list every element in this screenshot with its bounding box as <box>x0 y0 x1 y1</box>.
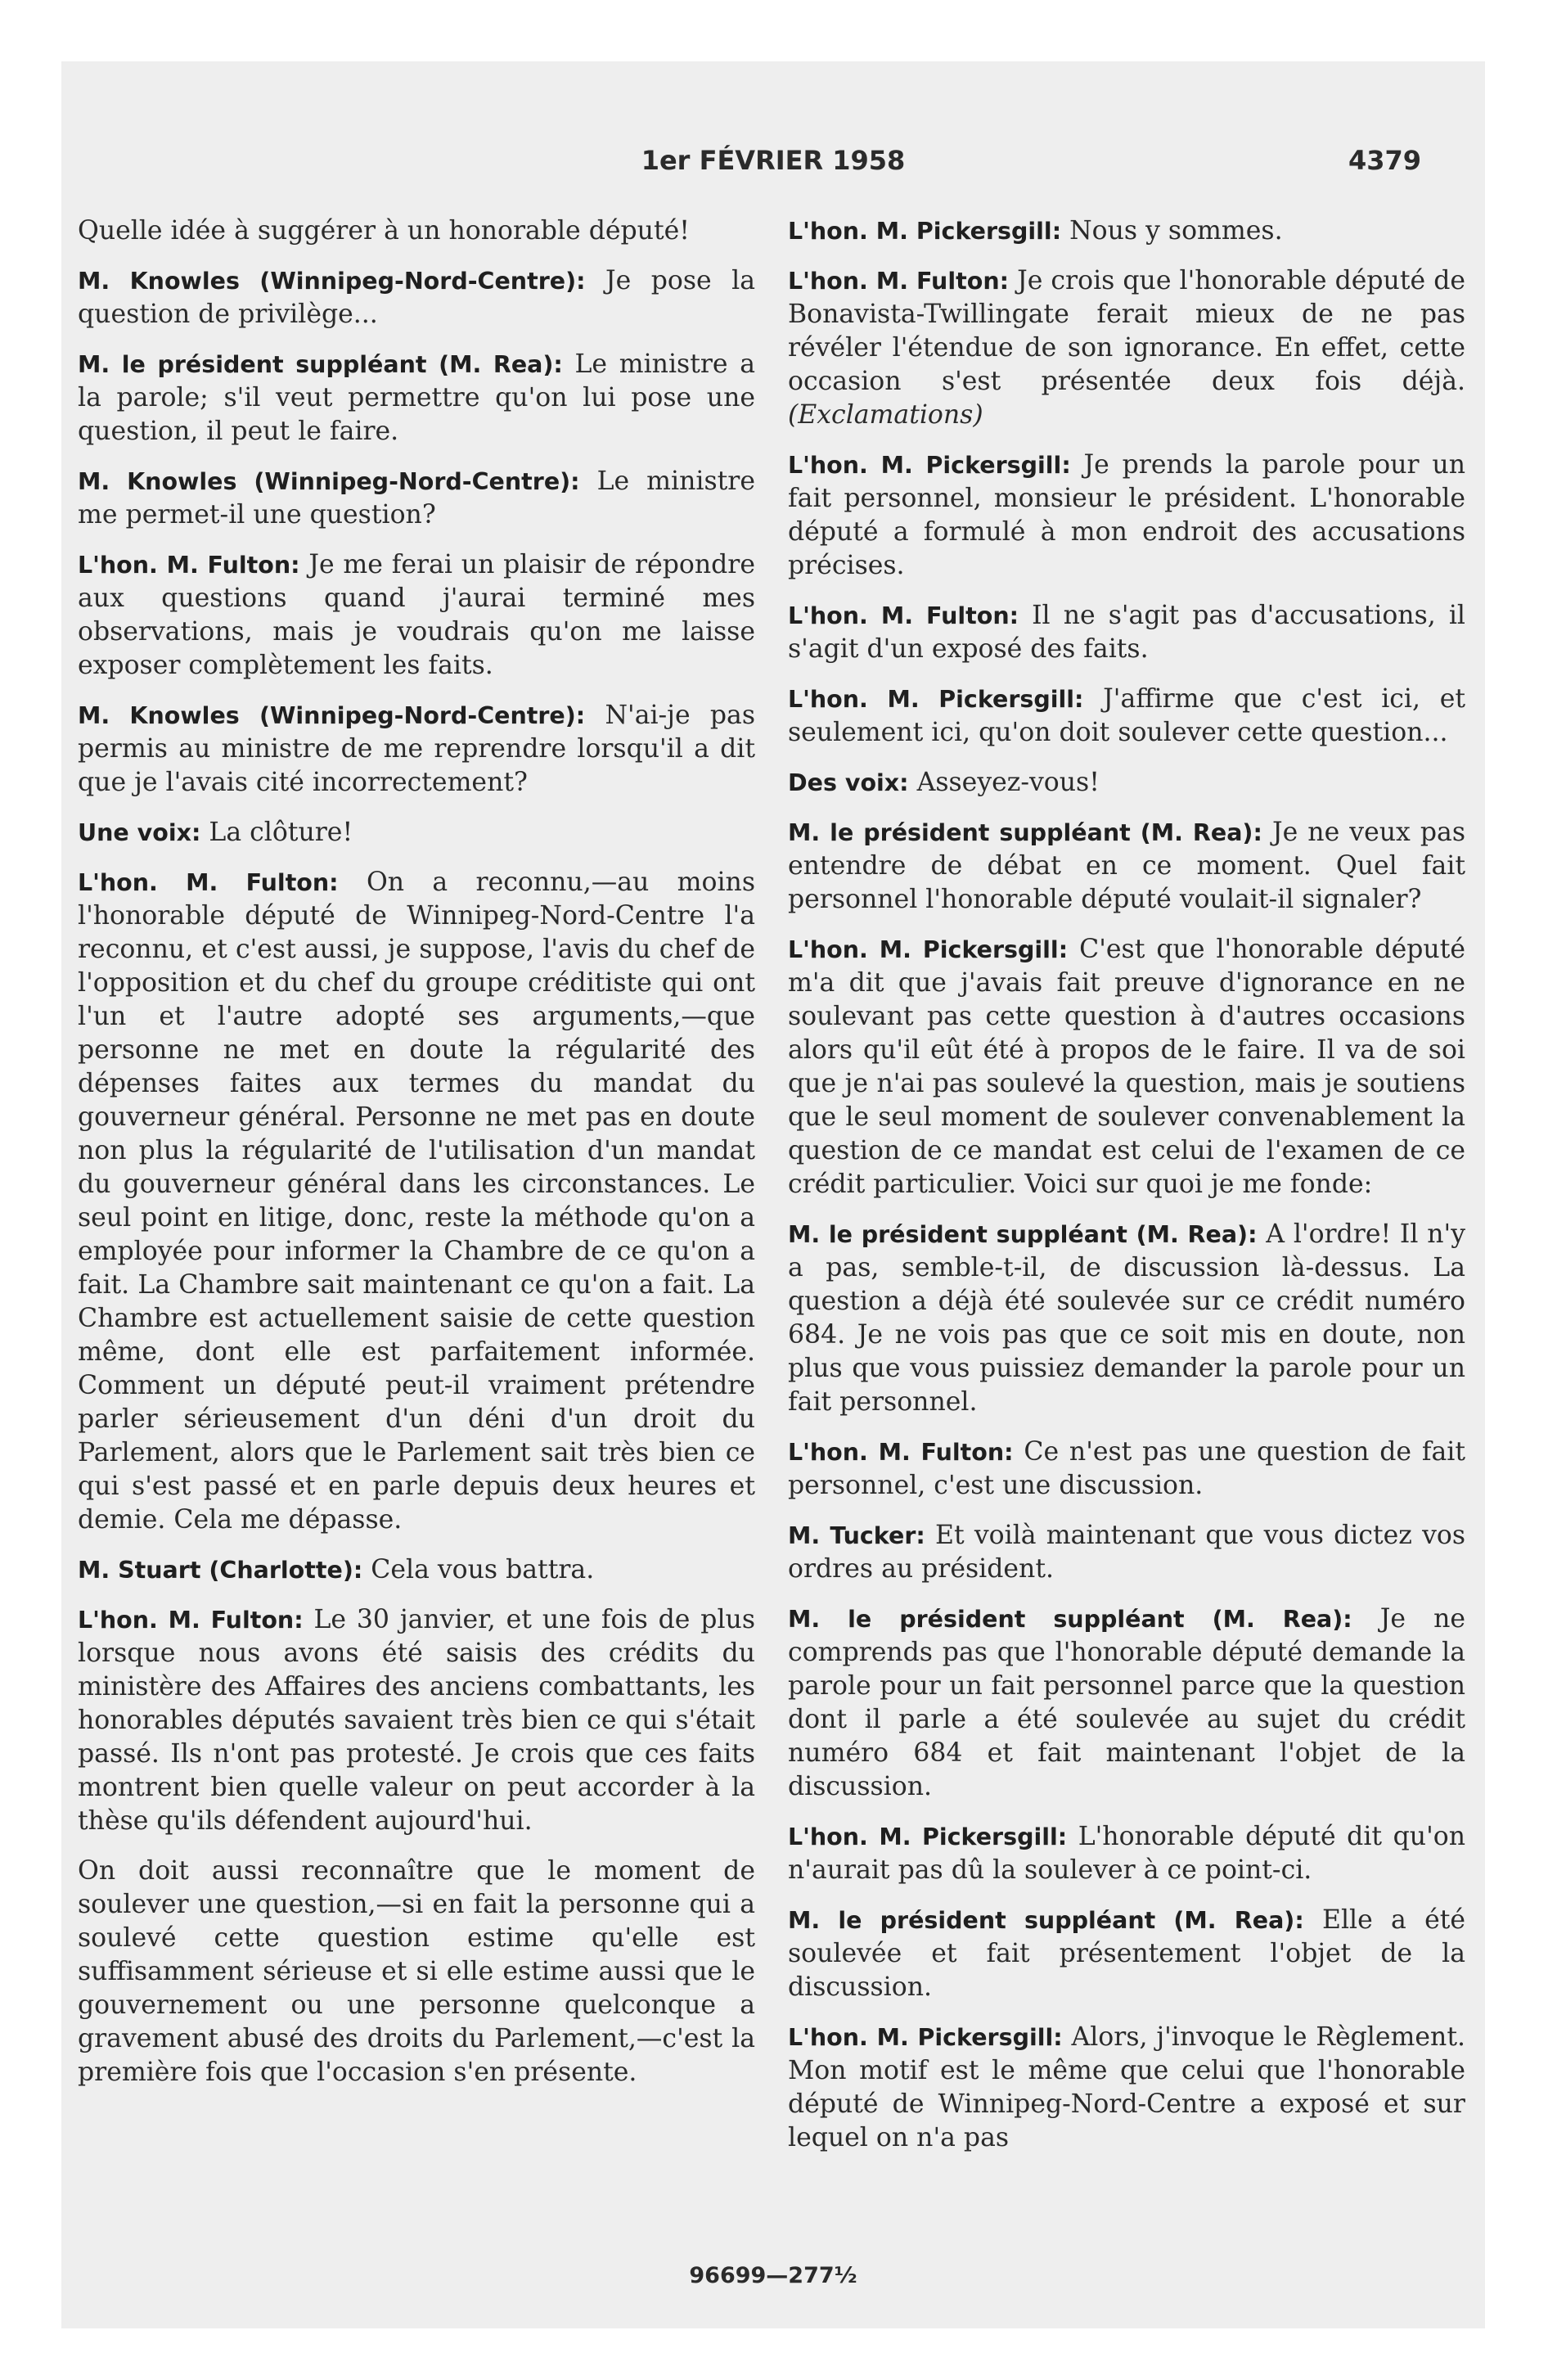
speaker-name: L'hon. M. Pickersgill: <box>788 218 1062 245</box>
paragraph <box>78 1603 755 1838</box>
speech-text: N'ai-je pas permis au ministre de me reprendre lorsqu'il a dit que je l'avais cité incorrectement? <box>78 701 755 797</box>
paragraph <box>78 465 755 532</box>
speaker-name: L'hon. M. Fulton: <box>78 1607 304 1634</box>
speech-text: J'affirme que c'est ici, et seulement ici, qu'on doit soulever cette question... <box>788 684 1465 747</box>
speech-text: A l'ordre! Il n'y a pas, semble-t-il, de discussion là-dessus. La question a déjà été soulevée sur ce crédit numéro 684. Je ne vois pas que ce soit mis en doute, non plus que vous puissiez demander la parole pour un fait personnel. <box>788 1219 1466 1417</box>
speaker-name: L'hon. M. Pickersgill: <box>788 686 1084 713</box>
paragraph <box>788 1218 1465 1419</box>
speech-text: Le 30 janvier, et une fois de plus lorsque nous avons été saisis des crédits du ministère des Affaires des anciens combattants, les honorables députés savaient très bien ce qui s'était passé. Ils n'ont pas protesté. Je crois que ces faits montrent bien quelle valeur on peut accorder à la thèse qu'ils défendent aujourd'hui. <box>78 1605 755 1836</box>
speaker-name: L'hon. M. Pickersgill: <box>788 1823 1068 1850</box>
paragraph <box>78 1553 755 1587</box>
paragraph <box>788 264 1465 432</box>
speech-text: Je ne comprends pas que l'honorable député demande la parole pour un fait personnel parce que la question dont il parle a été soulevée au sujet du crédit numéro 684 et fait maintenant l'objet de la discussion. <box>788 1604 1466 1801</box>
speech-text: Ce n'est pas une question de fait personnel, c'est une discussion. <box>788 1437 1465 1500</box>
speaker-name: L'hon. M. Fulton: <box>78 552 300 579</box>
speaker-name: M. Knowles (Winnipeg-Nord-Centre): <box>78 468 580 495</box>
paragraph <box>788 1519 1465 1586</box>
speaker-name: M. le président suppléant (M. Rea): <box>788 819 1262 846</box>
speaker-name: M. le président suppléant (M. Rea): <box>788 1907 1304 1934</box>
speaker-name: M. Knowles (Winnipeg-Nord-Centre): <box>78 702 586 729</box>
speech-text: Elle a été soulevée et fait présentement l'objet de la discussion. <box>788 1905 1466 2002</box>
printer-signature: 96699—277½ <box>689 2263 857 2288</box>
header-date: 1er FÉVRIER 1958 <box>641 145 906 176</box>
paragraph <box>78 214 755 248</box>
speaker-name: M. Knowles (Winnipeg-Nord-Centre): <box>78 268 586 295</box>
speech-text: Asseyez-vous! <box>908 768 1100 797</box>
speech-text: Nous y sommes. <box>1061 216 1283 246</box>
speech-text: Il ne s'agit pas d'accusations, il s'agit d'un exposé des faits. <box>788 601 1465 664</box>
paragraph <box>78 348 755 449</box>
paragraph <box>788 1820 1465 1887</box>
speech-text: La clôture! <box>200 818 353 847</box>
speech-text: Alors, j'invoque le Règlement. Mon motif est le même que celui que l'honorable député de Winnipeg-Nord-Centre a exposé et sur lequel on n'a pas <box>788 2022 1465 2152</box>
speech-text: Je prends la parole pour un fait personnel, monsieur le président. L'honorable député a formulé à mon endroit des accusations précises. <box>788 450 1465 580</box>
paragraph <box>78 816 755 850</box>
speaker-name: M. le président suppléant (M. Rea): <box>788 1221 1258 1248</box>
speaker-name: L'hon. M. Pickersgill: <box>788 936 1069 963</box>
paragraph <box>78 866 755 1537</box>
speech-text: Quelle idée à suggérer à un honorable député! <box>78 216 690 246</box>
paragraph <box>788 2021 1465 2155</box>
speech-text: L'honorable député dit qu'on n'aurait pas dû la soulever à ce point-ci. <box>788 1822 1465 1885</box>
left-column <box>78 214 755 2106</box>
right-column <box>788 214 1465 2171</box>
speaker-name: Des voix: <box>788 769 909 796</box>
page-number: 4379 <box>1348 145 1421 176</box>
speaker-name: M. le président suppléant (M. Rea): <box>78 351 563 378</box>
speaker-name: L'hon. M. Fulton: <box>788 1439 1014 1466</box>
paragraph <box>78 1855 755 2089</box>
paragraph <box>788 816 1465 917</box>
stage-direction: (Exclamations) <box>788 400 983 430</box>
speaker-name: L'hon. M. Fulton: <box>788 268 1010 295</box>
paragraph <box>788 766 1465 800</box>
speaker-name: M. Tucker: <box>788 1522 925 1549</box>
speaker-name: M. Stuart (Charlotte): <box>78 1557 363 1584</box>
speaker-name: L'hon. M. Pickersgill: <box>788 452 1071 479</box>
speaker-name: L'hon. M. Fulton: <box>78 869 339 896</box>
paragraph <box>788 599 1465 666</box>
speech-text: Cela vous battra. <box>362 1555 595 1584</box>
speaker-name: L'hon. M. Fulton: <box>788 602 1019 629</box>
speech-text: On a reconnu,—au moins l'honorable député de Winnipeg-Nord-Centre l'a reconnu, et c'est aussi, je suppose, l'avis du chef de l'opposition et du chef du groupe créditiste qui ont l'un et l'autre adopté ses arguments,—que personne ne met en doute la régularité des dépenses faites aux termes du mandat du gouverneur général. Personne ne met pas en doute non plus la régularité de l'utilisation d'un mandat du gouverneur général dans les circonstances. Le seul point en litige, donc, reste la méthode qu'on a employée pour informer la Chambre de ce qu'on a fait. La Chambre sait maintenant ce qu'on a fait. La Chambre est actuellement saisie de cette question même, dont elle est parfaitement informée. Comment un député peut-il vraiment prétendre parler sérieusement d'un déni d'un droit du Parlement, alors que le Parlement sait très bien ce qui s'est passé et en parle depuis deux heures et demie. Cela me dépasse. <box>78 868 756 1535</box>
paragraph <box>788 933 1465 1201</box>
speech-text: Je ne veux pas entendre de débat en ce moment. Quel fait personnel l'honorable député voulait-il signaler? <box>788 818 1465 914</box>
speech-text: Et voilà maintenant que vous dictez vos ordres au président. <box>788 1521 1465 1584</box>
paragraph <box>78 264 755 331</box>
speech-text: Je pose la question de privilège... <box>78 266 755 329</box>
speech-text: Je crois que l'honorable député de Bonavista-Twillingate ferait mieux de ne pas révéler l'étendue de son ignorance. En effet, cette occasion s'est présentée deux fois déjà. <box>788 266 1465 396</box>
paragraph <box>788 1602 1465 1804</box>
paragraph <box>788 214 1465 248</box>
speech-text: On doit aussi reconnaître que le moment de soulever une question,—si en fait la personne qui a soulevé cette question estime qu'elle est suffisamment sérieuse et si elle estime aussi que le gouvernement ou une personne quelconque a gravement abusé des droits du Parlement,—c'est la première fois que l'occasion s'en présente. <box>78 1856 755 2087</box>
paragraph <box>788 1436 1465 1503</box>
speaker-name: Une voix: <box>78 819 201 846</box>
paragraph <box>788 683 1465 750</box>
paragraph <box>788 1904 1465 2004</box>
paragraph <box>78 548 755 683</box>
speech-text: C'est que l'honorable député m'a dit que j'avais fait preuve d'ignorance en ne soulevant pas cette question à d'autres occasions alors qu'il eût été à propos de le faire. Il va de soi que je n'ai pas soulevé la question, mais je soutiens que le seul moment de soulever convenablement la question de ce mandat est celui de l'examen de ce crédit particulier. Voici sur quoi je me fonde: <box>788 935 1465 1199</box>
speech-text: Le ministre a la parole; s'il veut permettre qu'on lui pose une question, il peut le faire. <box>78 349 756 446</box>
paragraph <box>78 699 755 800</box>
speaker-name: L'hon. M. Pickersgill: <box>788 2024 1063 2051</box>
page-scan <box>61 61 1485 2328</box>
speaker-name: M. le président suppléant (M. Rea): <box>788 1606 1352 1633</box>
page-header <box>61 145 1485 186</box>
speech-text: Le ministre me permet-il une question? <box>78 467 755 530</box>
speech-text: Je me ferai un plaisir de répondre aux questions quand j'aurai terminé mes observations, mais je voudrais qu'on me laisse exposer complètement les faits. <box>78 550 755 680</box>
paragraph <box>788 449 1465 583</box>
